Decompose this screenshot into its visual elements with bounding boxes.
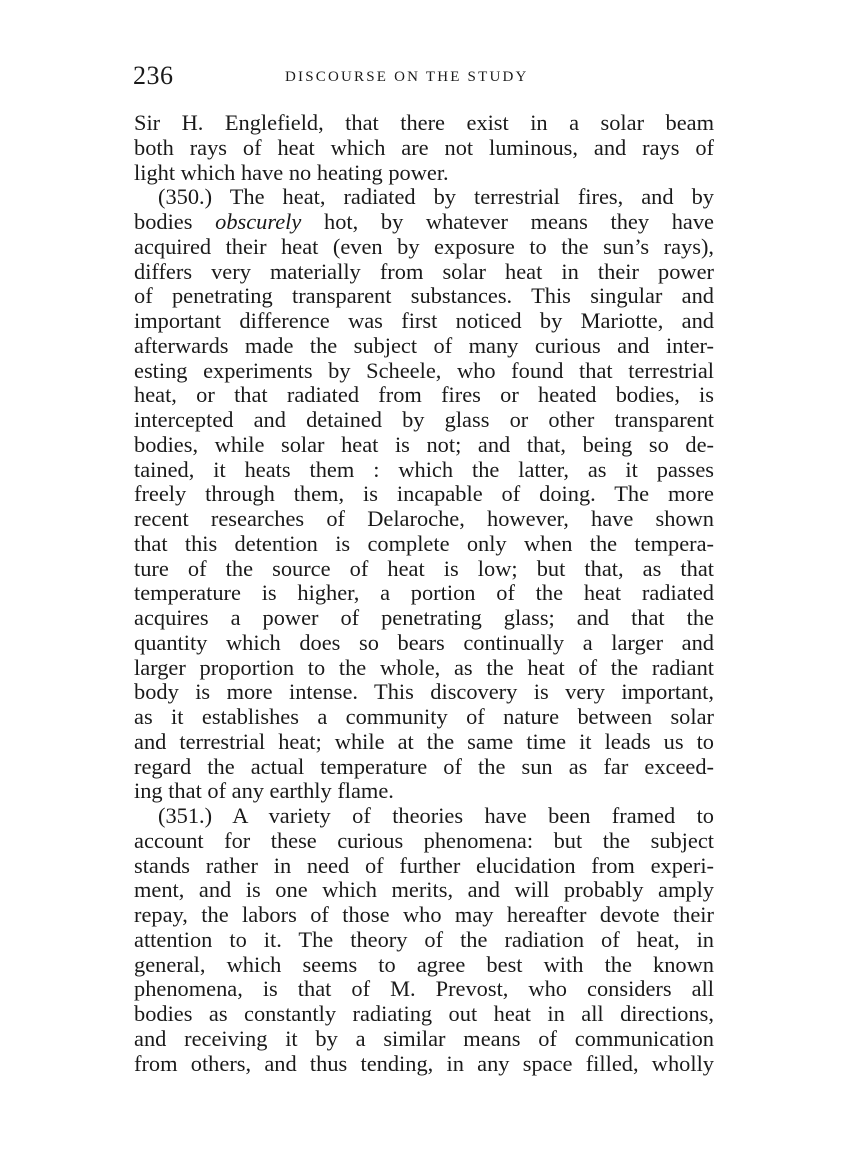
text-line: temperature is higher, a portion of the heat radiated bbox=[134, 580, 714, 606]
running-head: DISCOURSE ON THE STUDY bbox=[285, 69, 529, 85]
text-line: larger proportion to the whole, as the heat of the radiant bbox=[134, 654, 714, 680]
text-line: recent researches of Delaroche, however, have shown bbox=[134, 506, 714, 531]
body-text bbox=[134, 111, 714, 1076]
text-line: and receiving it by a similar means of communication bbox=[134, 1025, 714, 1051]
text-line: afterwards made the subject of many curious and inter- bbox=[134, 332, 714, 358]
text-line: bodies as constantly radiating out heat in all directions, bbox=[134, 1001, 714, 1026]
text-line: important difference was first noticed by Mariotte, and bbox=[134, 308, 714, 333]
text-line: tained, it heats them : which the latter, as it passes bbox=[134, 456, 714, 482]
text-segment: bodies bbox=[134, 209, 216, 234]
text-line: freely through them, is incapable of doing. The more bbox=[134, 481, 714, 507]
text-line: ture of the source of heat is low; but that, as that bbox=[134, 555, 714, 581]
page-number: 236 bbox=[133, 61, 174, 90]
emphasized-word: obscurely bbox=[215, 209, 302, 234]
text-line: general, which seems to agree best with the known bbox=[134, 951, 714, 977]
text-line: light which have no heating power. bbox=[134, 159, 449, 185]
text-line: ing that of any earthly flame. bbox=[134, 778, 394, 804]
text-line: differs very materially from solar heat in their power bbox=[134, 258, 714, 284]
text-line: both rays of heat which are not luminous, and rays of bbox=[134, 134, 714, 160]
text-line: ment, and is one which merits, and will probably amply bbox=[134, 877, 714, 903]
text-line: stands rather in need of further elucidation from experi- bbox=[134, 852, 714, 878]
text-line: quantity which does so bears continually a larger and bbox=[134, 629, 714, 655]
text-line: as it establishes a community of nature between solar bbox=[134, 704, 714, 729]
text-line: bodies, while solar heat is not; and that, being so de- bbox=[134, 431, 714, 457]
text-line: (351.) A variety of theories have been framed to bbox=[158, 803, 714, 828]
text-line: intercepted and detained by glass or other transparent bbox=[134, 407, 714, 432]
text-line: of penetrating transparent substances. This singular and bbox=[134, 283, 714, 309]
text-line: (350.) The heat, radiated by terrestrial fires, and by bbox=[158, 184, 714, 210]
text-line: heat, or that radiated from fires or heated bodies, is bbox=[134, 382, 714, 408]
text-line: regard the actual temperature of the sun as far exceed- bbox=[134, 753, 714, 779]
text-line: account for these curious phenomena: but the subject bbox=[134, 827, 714, 853]
page-header bbox=[133, 62, 733, 94]
text-line: phenomena, is that of M. Prevost, who considers all bbox=[134, 976, 714, 1002]
text-segment: hot, by whatever means they have bbox=[301, 209, 714, 234]
text-line: repay, the labors of those who may hereafter devote their bbox=[134, 902, 714, 927]
text-line: acquires a power of penetrating glass; and that the bbox=[134, 605, 714, 630]
text-line: attention to it. The theory of the radiation of heat, in bbox=[134, 926, 714, 952]
text-line: that this detention is complete only when the tempera- bbox=[134, 530, 714, 556]
text-line: esting experiments by Scheele, who found that terrestrial bbox=[134, 357, 714, 383]
text-line: acquired their heat (even by exposure to the sun’s rays), bbox=[134, 233, 714, 259]
text-line bbox=[134, 210, 714, 235]
text-line: and terrestrial heat; while at the same time it leads us to bbox=[134, 728, 714, 754]
text-line: from others, and thus tending, in any space filled, wholly bbox=[134, 1050, 714, 1076]
text-line: Sir H. Englefield, that there exist in a solar beam bbox=[134, 110, 714, 135]
text-line: body is more intense. This discovery is very important, bbox=[134, 679, 714, 705]
